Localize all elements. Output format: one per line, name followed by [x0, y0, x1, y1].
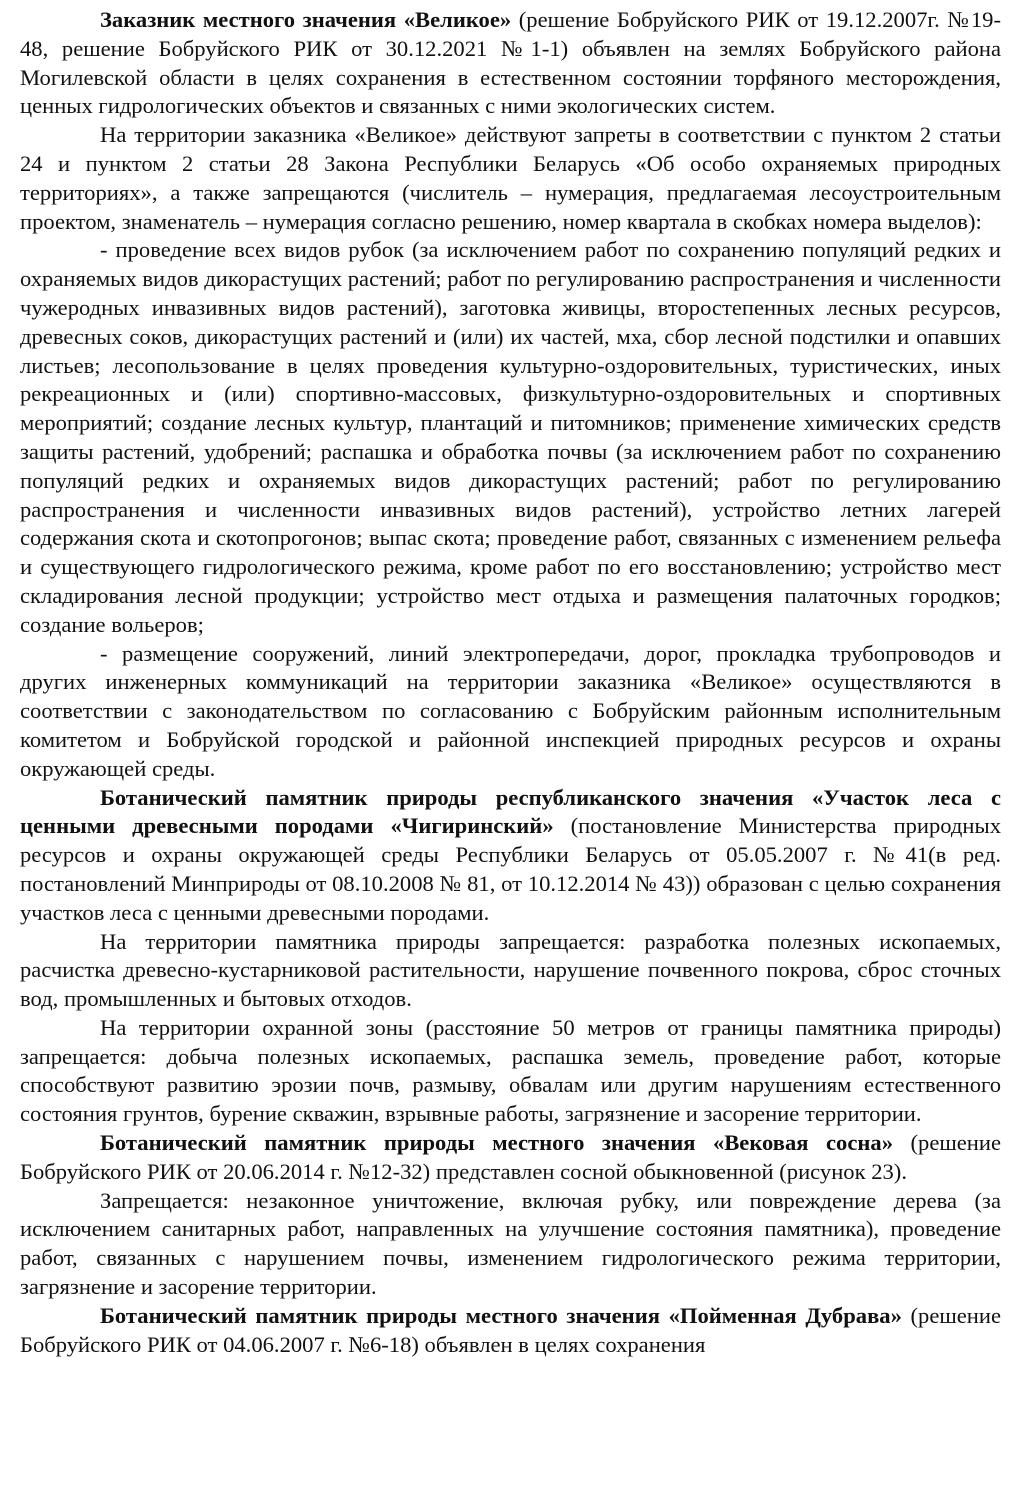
paragraph-buffer-zone-prohibitions [20, 1014, 1001, 1129]
paragraph-heading: Ботанический памятник природы республиканского значения «Участок леса с ценными древесными породами «Чигиринский» [20, 784, 1001, 839]
paragraph-heading: Заказник местного значения «Великое» [100, 7, 512, 32]
paragraph-text: - проведение всех видов рубок (за исключением работ по сохранению популяций редких и охраняемых видов дикорастущих растений; работ по регулированию распространения и численности чужеродных инвазивных видов растений), заготовка живицы, второстепенных лесных ресурсов, древесных соков, дикорастущих растений и (или) их частей, мха, сбор лесной подстилки и опавших листьев; лесопользование в целях проведения культурно-оздоровительных, туристических, иных рекреационных и (или) спортивно-массовых, физкультурно-оздоровительных и спортивных мероприятий; создание лесных культур, плантаций и питомников; применение химических средств защиты растений, удобрений; распашка и обработка почвы (за исключением работ по сохранению популяций редких и охраняемых видов дикорастущих растений; работ по регулированию распространения и численности инвазивных видов растений), устройство летних лагерей содержания скота и скотопрогонов; выпас скота; проведение работ, связанных с изменением рельефа и существующего гидрологического режима, кроме работ по его восстановлению; устройство мест складирования лесной продукции; устройство мест отдыха и размещения палаточных городков; создание вольеров; [20, 237, 1001, 637]
paragraph-text: На территории памятника природы запрещается: разработка полезных ископаемых, расчистка древесно-кустарниковой растительности, нарушение почвенного покрова, сброс сточных вод, промышленных и бытовых отходов. [20, 928, 1001, 1012]
paragraph-sosna-prohibitions [20, 1187, 1001, 1302]
paragraph-text: На территории заказника «Великое» действуют запреты в соответствии с пунктом 2 статьи 24 и пунктом 2 статьи 28 Закона Республики Беларусь «Об особо охраняемых природных территориях», а также запрещаются (числитель – нумерация, предлагаемая лесоустроительным проектом, знаменатель – нумерация согласно решению, номер квартала в скобках номера выделов): [20, 122, 1001, 234]
paragraph-text: Запрещается: незаконное уничтожение, включая рубку, или повреждение дерева (за исключением санитарных работ, направленных на улучшение состояния памятника), проведение работ, связанных с нарушением почвы, изменением гидрологического режима территории, загрязнение и засорение территории. [20, 1187, 1001, 1300]
paragraph-heading: Ботанический памятник природы местного значения «Вековая сосна» [100, 1130, 893, 1156]
paragraph-chigirinsky-monument [20, 784, 1001, 928]
paragraph-text: (постановление Министерства природных ресурсов и охраны окружающей среды Республики Беларусь от 05.05.2007 г. №41(в ред. постановлений Минприроды от 08.10.2008 № 81, от 10.12.2014 № 43)) образован с целью сохранения участков леса с ценными древесными породами. [20, 813, 1002, 925]
paragraph-vekovaya-sosna [20, 1129, 1001, 1187]
paragraph-zakaznik-velikoe [20, 6, 1001, 121]
paragraph-text: (решение Бобруйского РИК от 04.06.2007 г. №6-18) объявлен в целях сохранения [20, 1302, 1001, 1357]
paragraph-text: (решение Бобруйского РИК от 19.12.2007г. №19-48, решение Бобруйского РИК от 30.12.2021 №1-1) объявлен на землях Бобруйского района Могилевской области в целях сохранения в естественном состоянии торфяного месторождения, ценных гидрологических объектов и связанных с ними экологических систем. [20, 7, 1001, 119]
paragraph-text: На территории охранной зоны (расстояние 50 метров от границы памятника природы) запрещается: добыча полезных ископаемых, распашка земель, проведение работ, которые способствуют развитию эрозии почв, размыву, обвалам или другим нарушениям естественного состояния грунтов, бурение скважин, взрывные работы, загрязнение и засорение территории. [20, 1014, 1001, 1127]
paragraph-text: - размещение сооружений, линий электропередачи, дорог, прокладка трубопроводов и других инженерных коммуникаций на территории заказника «Великое» осуществляются в соответствии с законодательством по согласованию с Бобруйским районным исполнительным комитетом и Бобруйской городской и районной инспекцией природных ресурсов и охраны окружающей среды. [20, 640, 1001, 781]
paragraph-restrictions-intro [20, 121, 1001, 236]
paragraph-poymennaya-dubrava [20, 1302, 1001, 1360]
paragraph-monument-prohibitions [20, 928, 1001, 1014]
document-page [20, 6, 1001, 1359]
paragraph-restriction-list-item [20, 236, 1001, 639]
paragraph-heading: Ботанический памятник природы местного значения «Пойменная Дубрава» [100, 1302, 902, 1328]
paragraph-restriction-list-item [20, 640, 1001, 784]
paragraph-text: (решение Бобруйского РИК от 20.06.2014 г. №12-32) представлен сосной обыкновенной (рисунок 23). [20, 1130, 1001, 1184]
